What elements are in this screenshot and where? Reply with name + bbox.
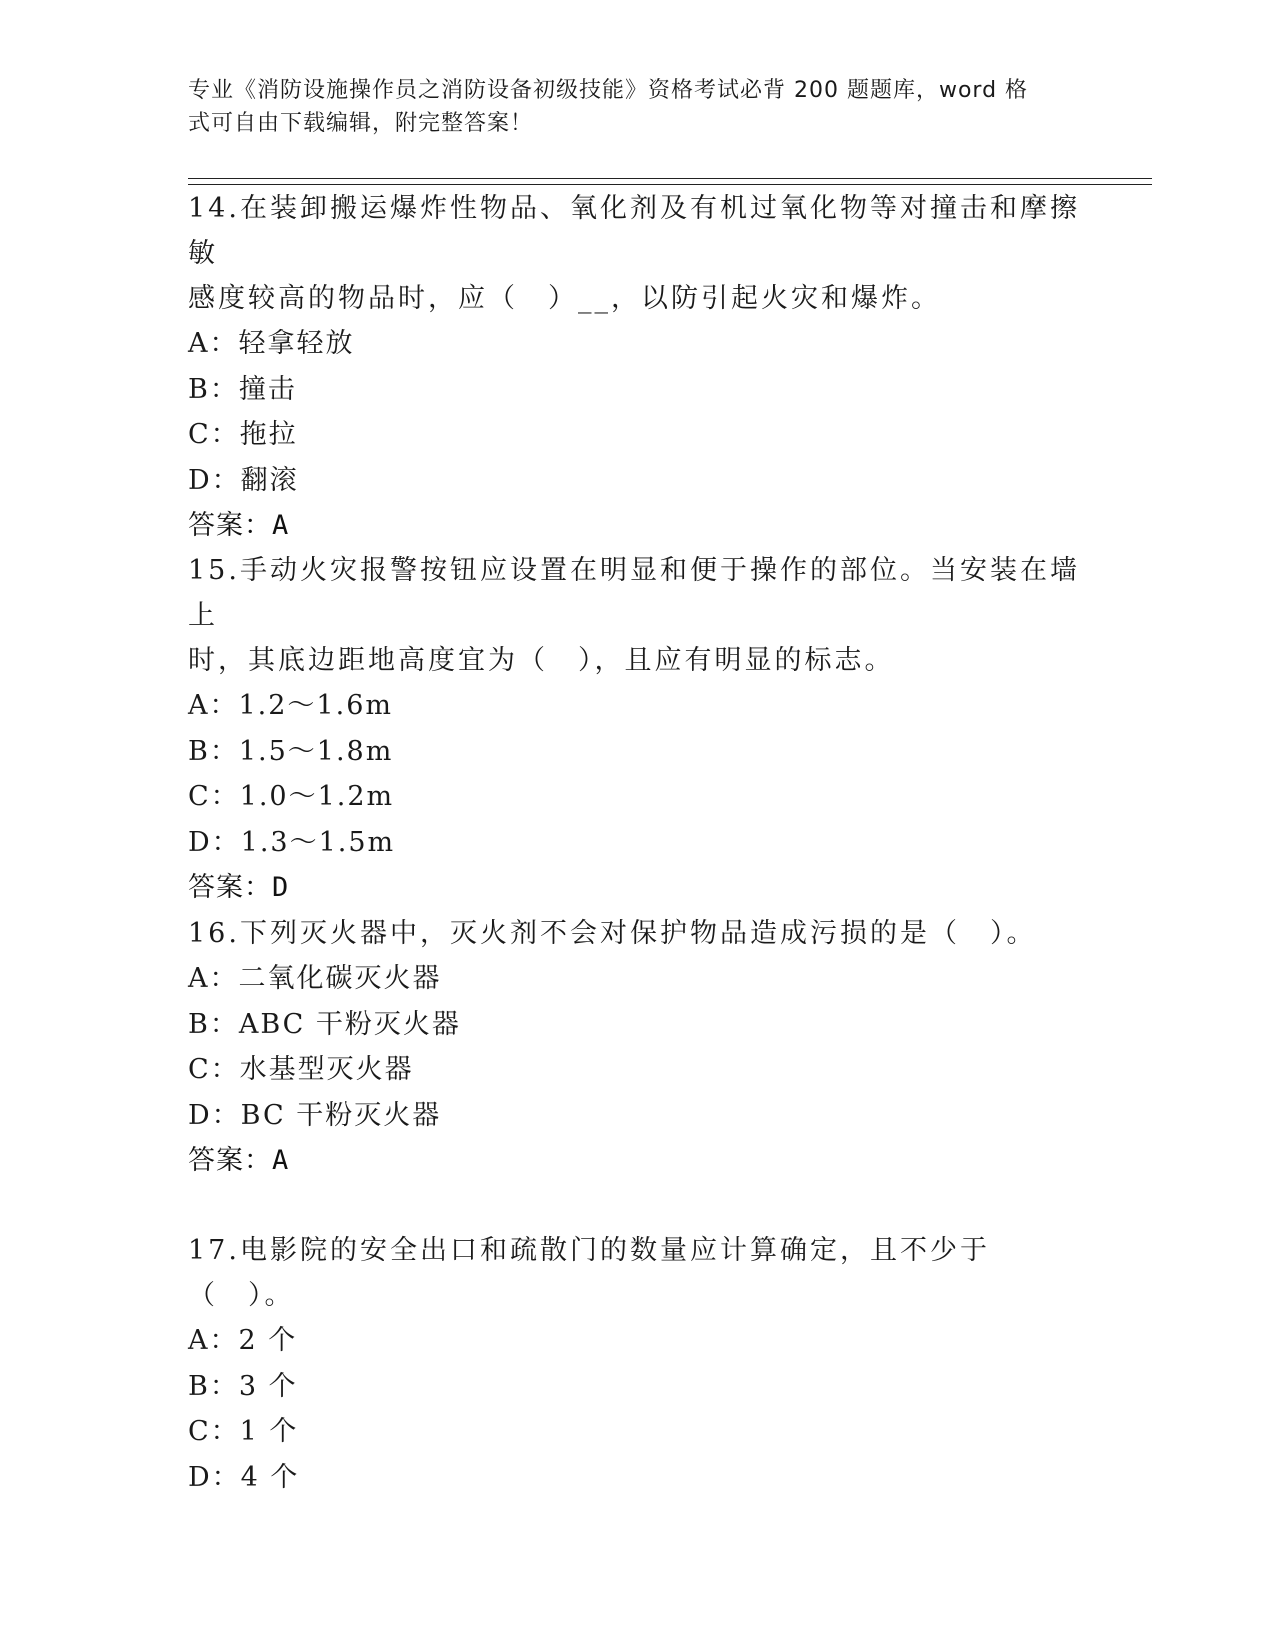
option-c: C：拖拉 (188, 419, 298, 450)
option-d: D：1.3～1.5m (188, 826, 396, 858)
answer-line (188, 503, 1088, 548)
answer-label: 答案： (188, 872, 272, 903)
question-text-line-1: 16.下列灭火器中，灭火剂不会对保护物品造成污损的是（ ）。 (188, 918, 1037, 949)
question-text-line-1: 15.手动火灾报警按钮应设置在明显和便于操作的部位。当安装在墙上 (188, 555, 1080, 631)
option-a: A：2 个 (188, 1325, 298, 1356)
header-rule-bottom (188, 184, 1152, 185)
answer-value: A (272, 510, 290, 541)
question-14 (188, 186, 1088, 548)
option-b: B：3 个 (188, 1370, 298, 1402)
option-b: B：1.5～1.8m (188, 735, 394, 767)
question-text-line-1: 17.电影院的安全出口和疏散门的数量应计算确定，且不少于（ ）。 (188, 1235, 990, 1311)
option-d: D：4 个 (188, 1461, 300, 1493)
option-a: A：1.2～1.6m (188, 690, 393, 721)
question-17 (188, 1228, 1088, 1500)
option-d: D：翻滚 (188, 464, 299, 496)
option-a: A：二氧化碳灭火器 (188, 963, 442, 994)
question-text-line-1: 14.在装卸搬运爆炸性物品、氧化剂及有机过氧化物等对撞击和摩擦敏 (188, 193, 1080, 269)
option-b: B：ABC 干粉灭火器 (188, 1008, 461, 1040)
header-line-1: 专业《消防设施操作员之消防设备初级技能》资格考试必背 200 题题库，word 格 (188, 78, 1029, 103)
option-d: D：BC 干粉灭火器 (188, 1099, 442, 1131)
option-c: C：水基型灭火器 (188, 1054, 414, 1085)
header-line-2: 式可自由下载编辑，附完整答案！ (188, 111, 534, 136)
option-a: A：轻拿轻放 (188, 328, 355, 359)
document-header (188, 74, 1068, 140)
question-text-line-2: 时，其底边距地高度宜为（ ），且应有明显的标志。 (188, 645, 895, 676)
question-15 (188, 548, 1088, 910)
option-c: C：1.0～1.2m (188, 781, 395, 812)
answer-label: 答案： (188, 1145, 272, 1176)
header-rule-top (188, 178, 1152, 179)
option-b: B：撞击 (188, 373, 297, 405)
answer-value: D (272, 872, 290, 903)
answer-label: 答案： (188, 510, 272, 541)
question-text-line-2: 感度较高的物品时，应（ ）__，以防引起火灾和爆炸。 (188, 283, 941, 314)
question-16 (188, 911, 1088, 1183)
option-c: C：1 个 (188, 1416, 299, 1447)
answer-line (188, 865, 1088, 910)
answer-value: A (272, 1145, 290, 1176)
answer-line (188, 1138, 1088, 1183)
